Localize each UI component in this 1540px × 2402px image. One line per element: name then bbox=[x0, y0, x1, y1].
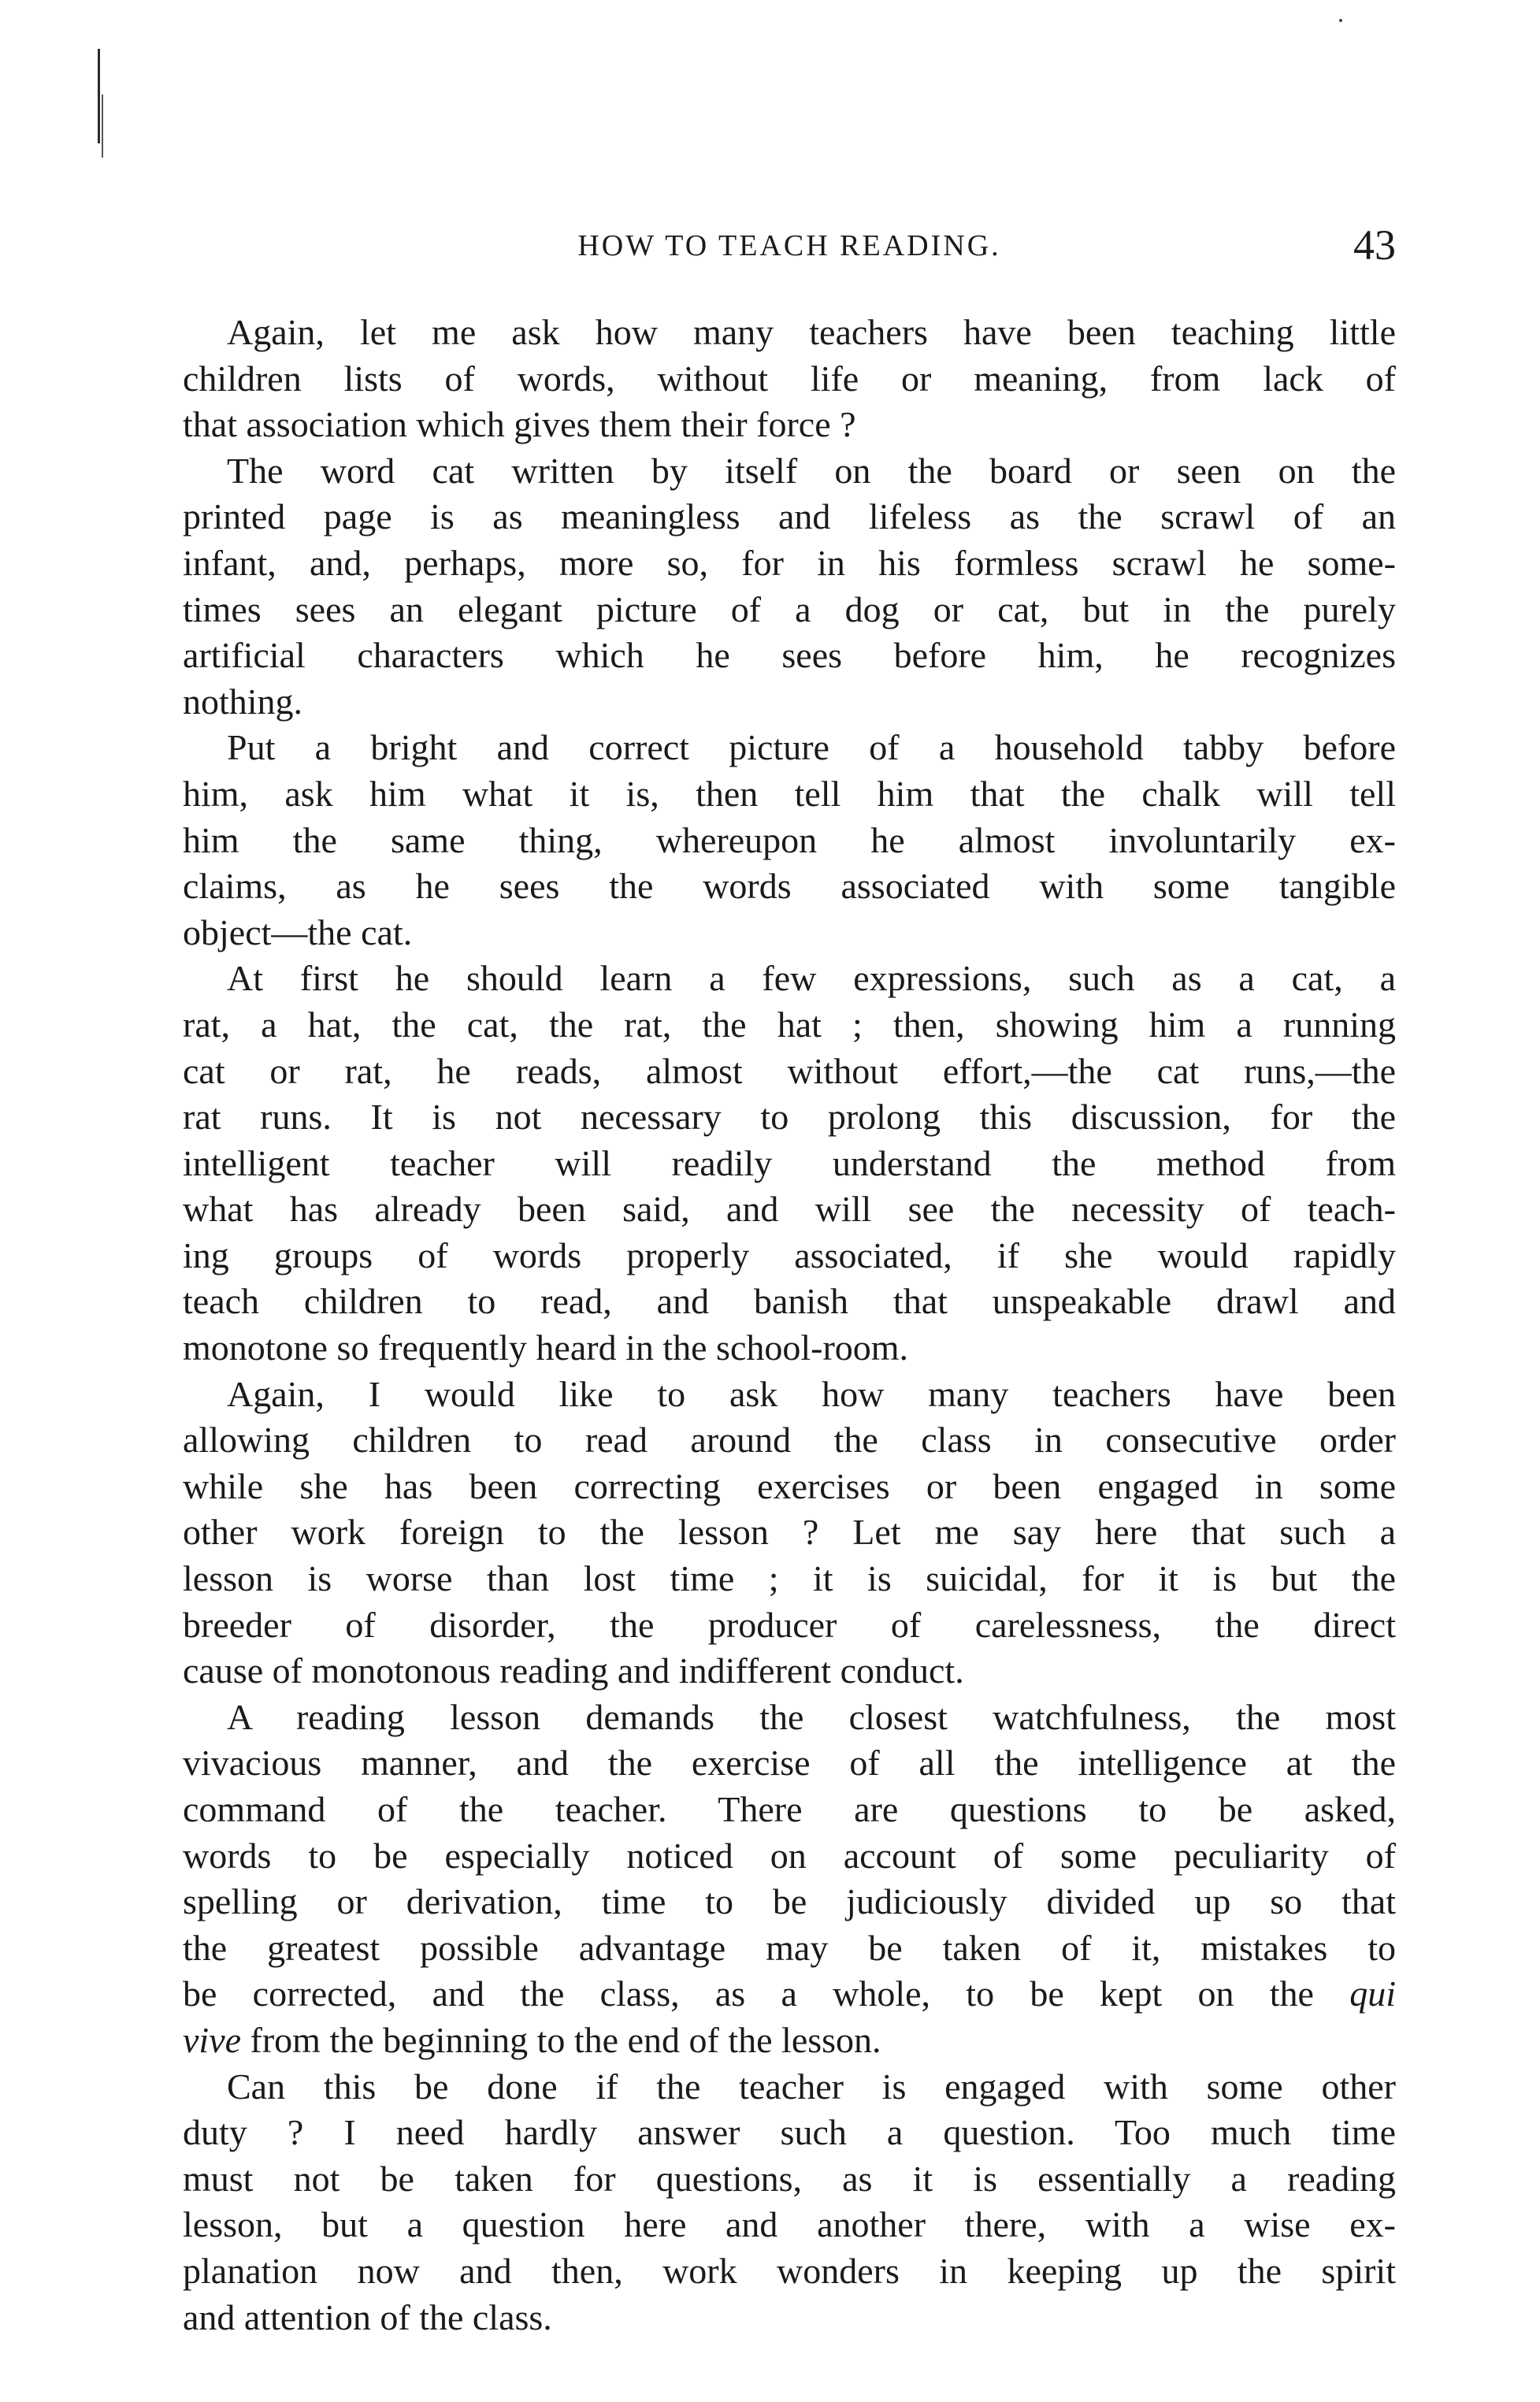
margin-mark bbox=[98, 49, 100, 143]
text-line: must not be taken for questions, as it is essentially a reading bbox=[183, 2158, 1396, 2199]
text-line: artificial characters which he sees before him, he recognizes bbox=[183, 635, 1396, 676]
text-line: him the same thing, whereupon he almost involuntarily ex- bbox=[183, 819, 1396, 860]
italic-phrase: qui bbox=[1349, 1973, 1396, 2014]
running-head bbox=[183, 222, 1396, 269]
text-line: that association which gives them their force ? bbox=[183, 404, 856, 445]
text-line: times sees an elegant picture of a dog or cat, but in the purely bbox=[183, 588, 1396, 629]
margin-mark-faint bbox=[102, 95, 103, 158]
text-line: A reading lesson demands the closest watchfulness, the most bbox=[227, 1696, 1396, 1737]
text-line: what has already been said, and will see the necessity of teach- bbox=[183, 1189, 1396, 1230]
text-line: vivacious manner, and the exercise of all the intelligence at the bbox=[183, 1743, 1396, 1784]
text-line: the greatest possible advantage may be taken of it, mistakes to bbox=[183, 1927, 1396, 1968]
text-line: spelling or derivation, time to be judiciously divided up so that bbox=[183, 1881, 1396, 1922]
text-line: planation now and then, work wonders in keeping up the spirit bbox=[183, 2250, 1396, 2291]
text-line: him, ask him what it is, then tell him that the chalk will tell bbox=[183, 773, 1396, 814]
text-line: lesson, but a question here and another there, with a wise ex- bbox=[183, 2204, 1396, 2245]
text-line: and attention of the class. bbox=[183, 2296, 552, 2337]
text-line: lesson is worse than lost time ; it is suicidal, for it is but the bbox=[183, 1558, 1396, 1599]
running-head-title: HOW TO TEACH READING. bbox=[577, 229, 1001, 262]
text-line: The word cat written by itself on the board or seen on the bbox=[227, 450, 1396, 491]
text-line: Again, I would like to ask how many teachers have been bbox=[227, 1373, 1396, 1414]
text-line: infant, and, perhaps, more so, for in his formless scrawl he some- bbox=[183, 542, 1396, 583]
text-line: cat or rat, he reads, almost without effort,—the cat runs,—the bbox=[183, 1050, 1396, 1091]
text-line: monotone so frequently heard in the school-room. bbox=[183, 1327, 909, 1368]
text-line-part: be corrected, and the class, as a whole, to be kept on the bbox=[183, 1973, 1314, 2014]
text-line: other work foreign to the lesson ? Let me say here that such a bbox=[183, 1512, 1396, 1553]
text-line bbox=[183, 2018, 1396, 2064]
text-line: claims, as he sees the words associated with some tangible bbox=[183, 866, 1396, 907]
text-line: teach children to read, and banish that unspeakable drawl and bbox=[183, 1281, 1396, 1322]
text-line: At first he should learn a few expressions, such as a cat, a bbox=[227, 958, 1396, 999]
text-line: nothing. bbox=[183, 681, 303, 722]
ink-speck bbox=[1339, 19, 1342, 22]
text-line: object—the cat. bbox=[183, 911, 413, 952]
text-line: allowing children to read around the class in consecutive order bbox=[183, 1420, 1396, 1461]
text-line bbox=[183, 1971, 1396, 2018]
text-line: duty ? I need hardly answer such a question. Too much time bbox=[183, 2112, 1396, 2153]
italic-phrase: vive bbox=[183, 2019, 242, 2060]
text-line: Can this be done if the teacher is engaged with some other bbox=[227, 2066, 1396, 2107]
text-line: words to be especially noticed on account of some peculiarity of bbox=[183, 1835, 1396, 1876]
text-line-part: from the beginning to the end of the lesson. bbox=[250, 2019, 881, 2060]
text-line: rat runs. It is not necessary to prolong this discussion, for the bbox=[183, 1097, 1396, 1138]
page-number: 43 bbox=[1353, 221, 1396, 269]
text-line: command of the teacher. There are questions to be asked, bbox=[183, 1789, 1396, 1829]
text-line: breeder of disorder, the producer of carelessness, the direct bbox=[183, 1604, 1396, 1645]
body-text bbox=[183, 310, 1396, 2341]
text-line: intelligent teacher will readily understand the method from bbox=[183, 1142, 1396, 1183]
text-line: ing groups of words properly associated, if she would rapidly bbox=[183, 1234, 1396, 1275]
text-line: Put a bright and correct picture of a household tabby before bbox=[227, 727, 1396, 768]
text-line: children lists of words, without life or meaning, from lack of bbox=[183, 358, 1396, 399]
text-line: cause of monotonous reading and indifferent conduct. bbox=[183, 1650, 964, 1691]
text-line: rat, a hat, the cat, the rat, the hat ; then, showing him a running bbox=[183, 1004, 1396, 1045]
text-line: Again, let me ask how many teachers have been teaching little bbox=[227, 312, 1396, 352]
text-line: printed page is as meaningless and lifeless as the scrawl of an bbox=[183, 496, 1396, 537]
text-line: while she has been correcting exercises or been engaged in some bbox=[183, 1465, 1396, 1506]
